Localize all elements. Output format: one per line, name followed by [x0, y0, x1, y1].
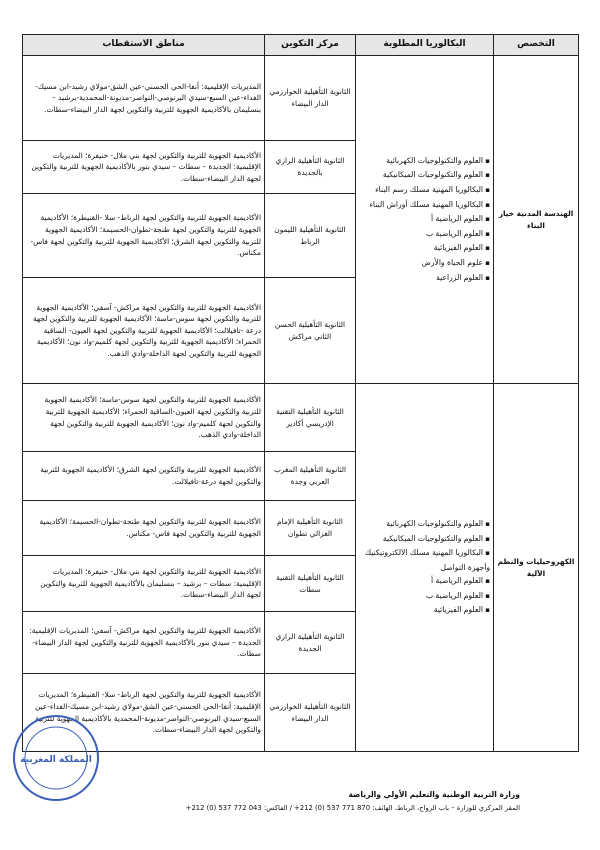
regions-cell: الأكاديمية الجهوية للتربية والتكوين لجهة بني ملال- خنيفرة؛ المديريات الإقليمية: الجديدة – سطات – سيدي بنور بالأكاديمية الجهوية للتربية والتكوين لجهة الدار البيضاء-سطات.: [23, 141, 265, 194]
list-item: ▪ العلوم الرياضية ب: [359, 589, 490, 604]
speciality-cell: الهندسة المدنية خيار البناء: [494, 56, 579, 384]
footer-address: المقر المركزي للوزارة – باب الرواح، الرباط، الهاتف: 870 771 537 (0) 212+ / الفاكس: 043 772 537 (0) 212+: [185, 804, 520, 812]
list-item: ▪ العلوم الفيزيائية: [359, 603, 490, 618]
regions-cell: الأكاديمية الجهوية للتربية والتكوين لجهة بني ملال- خنيفرة؛ المديريات الإقليمية: سطات – برشيد – بنسليمان بالأكاديمية الجهوية للتربية والتكوين لجهة الدار البيضاء-سطات.: [23, 556, 265, 612]
header-center: مركز التكوين: [265, 35, 356, 56]
regions-cell: الأكاديمية الجهوية للتربية والتكوين لجهة سوس-ماسة؛ الأكاديمية الجهوية للتربية والتكوين لجهة العيون-الساقية الحمراء؛ الأكاديمية الجهوية للتربية والتكوين لجهة كلميم-واد نون؛ الأكاديمية الجهوية للتربية والتكوين لجهة الداخلة-وادي الذهب.: [23, 384, 265, 452]
bac-cell: [356, 56, 494, 384]
list-item: ▪ البكالوريا المهنية مسلك أوراش البناء: [359, 198, 490, 213]
list-item: ▪ العلوم الرياضية أ: [359, 212, 490, 227]
list-item: ▪ العلوم والتكنولوجيات الميكانيكية: [359, 532, 490, 547]
center-cell: الثانوية التأهيلية المغرب العربي وجدة: [265, 452, 356, 501]
center-cell: الثانوية التأهيلية الخوارزمي الدار البيضاء: [265, 56, 356, 141]
center-cell: الثانوية التأهيلية الحسن الثاني مراكش: [265, 278, 356, 384]
center-cell: الثانوية التأهيلية الرازي الجديدة: [265, 612, 356, 674]
table-row: [23, 56, 579, 141]
list-item: ▪ العلوم والتكنولوجيات الميكانيكية: [359, 168, 490, 183]
center-cell: الثانوية التأهيلية الليمون الرباط: [265, 194, 356, 278]
header-bac: البكالوريا المطلوبة: [356, 35, 494, 56]
table-row: [23, 384, 579, 452]
list-item: ▪ البكالوريا المهنية مسلك رسم البناء: [359, 183, 490, 198]
header-regions: مناطق الاستقطاب: [23, 35, 265, 56]
list-item: ▪ العلوم والتكنولوجيات الكهربائية: [359, 154, 490, 169]
official-stamp-icon: [10, 712, 102, 804]
footer-ministry: وزارة التربية الوطنية والتعليم الأولي والرياضة: [348, 790, 520, 799]
regions-cell: المديريات الإقليمية: أنفا-الحي الحسني-عين الشق-مولاي رشيد-ابن مسيك-الفداء-عين السبع-سيدي البرنوصي-النواصر-مديونة-المحمدية-برشيد – بنسليمان بالأكاديمية الجهوية للتربية والتكوين لجهة الدار البيضاء-سطات.: [23, 56, 265, 141]
speciality-cell: الكهروحيليات والنظم الآلية: [494, 384, 579, 752]
bac-cell: [356, 384, 494, 752]
list-item: ▪ البكالوريا المهنية مسلك الالكتروتيكنيك وأجهزة التواصل: [359, 546, 490, 574]
center-cell: الثانوية التأهيلية الإمام الغزالي تطوان: [265, 501, 356, 556]
regions-cell: الأكاديمية الجهوية للتربية والتكوين لجهة مراكش- آسفي؛ المديريات الإقليمية: الجديدة – سيدي بنور بالأكاديمية الجهوية للتربية والتكوين لجهة الدار البيضاء- سطات.: [23, 612, 265, 674]
table-header-row: [23, 35, 579, 56]
regions-cell: الأكاديمية الجهوية للتربية والتكوين لجهة الشرق؛ الأكاديمية الجهوية للتربية والتكوين لجهة درعة-تافيلالت.: [23, 452, 265, 501]
list-item: ▪ العلوم الرياضية ب: [359, 227, 490, 242]
list-item: ▪ العلوم الرياضية أ: [359, 574, 490, 589]
center-cell: الثانوية التأهيلية التقنية الإدريسي أكادير: [265, 384, 356, 452]
bac-list: [359, 154, 490, 285]
list-item: ▪ علوم الحياة والأرض: [359, 256, 490, 271]
list-item: ▪ العلوم الفيزيائية: [359, 241, 490, 256]
center-cell: الثانوية التأهيلية الخوارزمي الدار البيضاء: [265, 674, 356, 752]
bac-list: [359, 517, 490, 618]
regions-cell: الأكاديمية الجهوية للتربية والتكوين لجهة الرباط- سلا -القنيطرة؛ الأكاديمية الجهوية للتربية والتكوين لجهة طنجة-تطوان-الحسيمة؛ الأكاديمية الجهوية للتربية والتكوين لجهة الشرق؛ الأكاديمية الجهوية للتربية والتكوين لجهة فاس-مكناس.: [23, 194, 265, 278]
list-item: ▪ العلوم والتكنولوجيات الكهربائية: [359, 517, 490, 532]
header-speciality: التخصص: [494, 35, 579, 56]
list-item: ▪ العلوم الزراعية: [359, 271, 490, 286]
center-cell: الثانوية التأهيلية التقنية سطات: [265, 556, 356, 612]
stamp-text: المملكة المغربية: [20, 755, 92, 765]
regions-cell: الأكاديمية الجهوية للتربية والتكوين لجهة الرباط- سلا- القنيطرة؛ المديريات الإقليمية: أنفا-الحي الحسني-عين الشق-مولاي رشيد-ابن مسيك-الفداء-عين السبع-سيدي البرنوصي-النواصر-مديونة-المحمدية بالأكاديمية الجهوية للتربية والتكوين لجهة الدار البيضاء-سطات.: [23, 674, 265, 752]
center-cell: الثانوية التأهيلية الرازي بالجديدة: [265, 141, 356, 194]
regions-cell: الأكاديمية الجهوية للتربية والتكوين لجهة مراكش- آسفي؛ الأكاديمية الجهوية للتربية والتكوين لجهة سوس-ماسة؛ الأكاديمية الجهوية للتربية والتكوين لجهة درعة -تافيلالت؛ الأكاديمية الجهوية للتربية والتكوين لجهة العيون- الساقية الحمراء؛ الأكاديمية الجهوية للتربية والتكوين لجهة كلميم-واد نون؛ الأكاديمية الجهوية للتربية والتكوين لجهة الداخلة-وادي الذهب.: [23, 278, 265, 384]
regions-cell: الأكاديمية الجهوية للتربية والتكوين لجهة طنجة-تطوان-الحسيمة؛ الأكاديمية الجهوية للتربية والتكوين لجهة فاس- مكناس.: [23, 501, 265, 556]
specialities-table: [22, 34, 579, 752]
